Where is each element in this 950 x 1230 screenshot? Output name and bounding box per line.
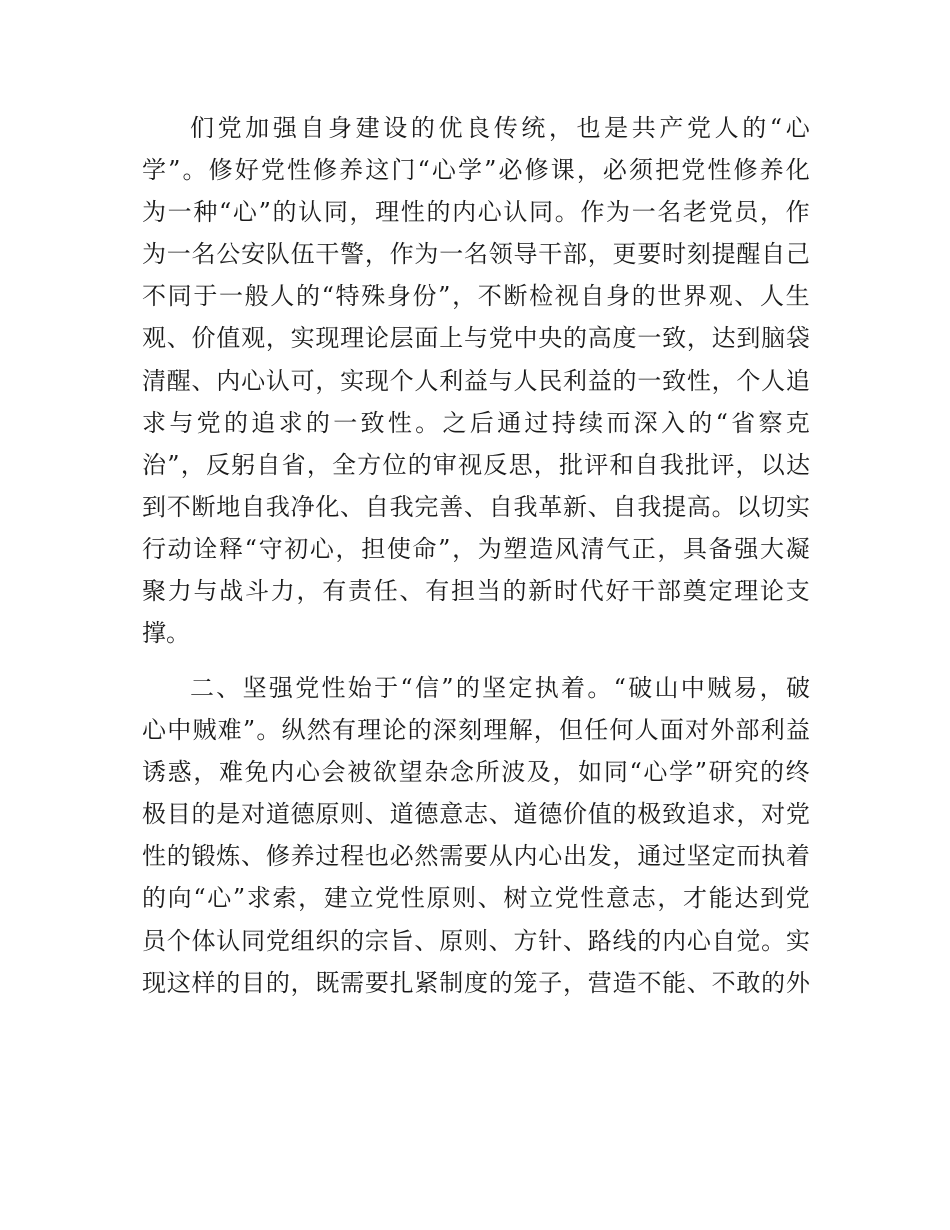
text-line: 到 不 断 地 自 我 净 化 、 自 我 完 善 、 自 我 革 新 、 自 我 提 高 。 以 切 实	[142, 492, 810, 521]
text-line: 不 同 于 一 般 人 的 “ 特 殊 身 份 ” ， 不 断 检 视 自 身 的 世 界 观 、 人 生	[142, 282, 810, 311]
paragraph-1	[142, 107, 810, 654]
text-line: 诱 惑 ， 难 免 内 心 会 被 欲 望 杂 念 所 波 及 ， 如 同 “ 心 学 ” 研 究 的 终	[142, 758, 810, 787]
text-line: 极 目 的 是 对 道 德 原 则 、 道 德 意 志 、 道 德 价 值 的 极 致 追 求 ， 对 党	[142, 800, 810, 829]
text-line: 聚 力 与 战 斗 力 ， 有 责 任 、 有 担 当 的 新 时 代 好 干 部 奠 定 理 论 支	[142, 577, 810, 606]
paragraph-2	[142, 667, 810, 1004]
text-line: 二 、 坚 强 党 性 始 于 “ 信 ” 的 坚 定 执 着 。 “ 破 山 中 贼 易 ， 破	[190, 674, 810, 702]
text-line: 的 向 “ 心 ” 求 索 ， 建 立 党 性 原 则 、 树 立 党 性 意 志 ， 才 能 达 到 党	[142, 884, 810, 913]
text-line: 性 的 锻 炼 、 修 养 过 程 也 必 然 需 要 从 内 心 出 发 ， 通 过 坚 定 而 执 着	[142, 842, 810, 871]
text-line: 们 党 加 强 自 身 建 设 的 优 良 传 统 ， 也 是 共 产 党 人 的 “ 心	[190, 114, 810, 142]
text-line: 行 动 诠 释 “ 守 初 心 ， 担 使 命 ” ， 为 塑 造 风 清 气 正 ， 具 备 强 大 凝	[142, 534, 810, 563]
text-line: 学 ” 。 修 好 党 性 修 养 这 门 “ 心 学 ” 必 修 课 ， 必 须 把 党 性 修 养 化	[142, 156, 810, 185]
text-line: 求 与 党 的 追 求 的 一 致 性 。 之 后 通 过 持 续 而 深 入 的 “ 省 察 克	[142, 408, 810, 437]
text-line: 员 个 体 认 同 党 组 织 的 宗 旨 、 原 则 、 方 针 、 路 线 的 内 心 自 觉 。 实	[142, 926, 810, 955]
text-line: 清 醒 、 内 心 认 可 ， 实 现 个 人 利 益 与 人 民 利 益 的 一 致 性 ， 个 人 追	[142, 366, 810, 395]
text-line: 心 中 贼 难 ” 。 纵 然 有 理 论 的 深 刻 理 解 ， 但 任 何 人 面 对 外 部 利 益	[142, 716, 810, 745]
text-line: 为 一 名 公 安 队 伍 干 警 ， 作 为 一 名 领 导 干 部 ， 更 要 时 刻 提 醒 自 己	[142, 240, 810, 269]
text-line: 治 ” ， 反 躬 自 省 ， 全 方 位 的 审 视 反 思 ， 批 评 和 自 我 批 评 ， 以 达	[142, 450, 810, 479]
text-line: 为 一 种 “ 心 ” 的 认 同 ， 理 性 的 内 心 认 同 。 作 为 一 名 老 党 员 ， 作	[142, 198, 810, 227]
text-line: 现 这 样 的 目 的 ， 既 需 要 扎 紧 制 度 的 笼 子 ， 营 造 不 能 、 不 敢 的 外	[142, 968, 810, 997]
text-line: 观 、 价 值 观 ， 实 现 理 论 层 面 上 与 党 中 央 的 高 度 一 致 ， 达 到 脑 袋	[142, 324, 810, 353]
text-line: 撑。	[142, 619, 190, 648]
